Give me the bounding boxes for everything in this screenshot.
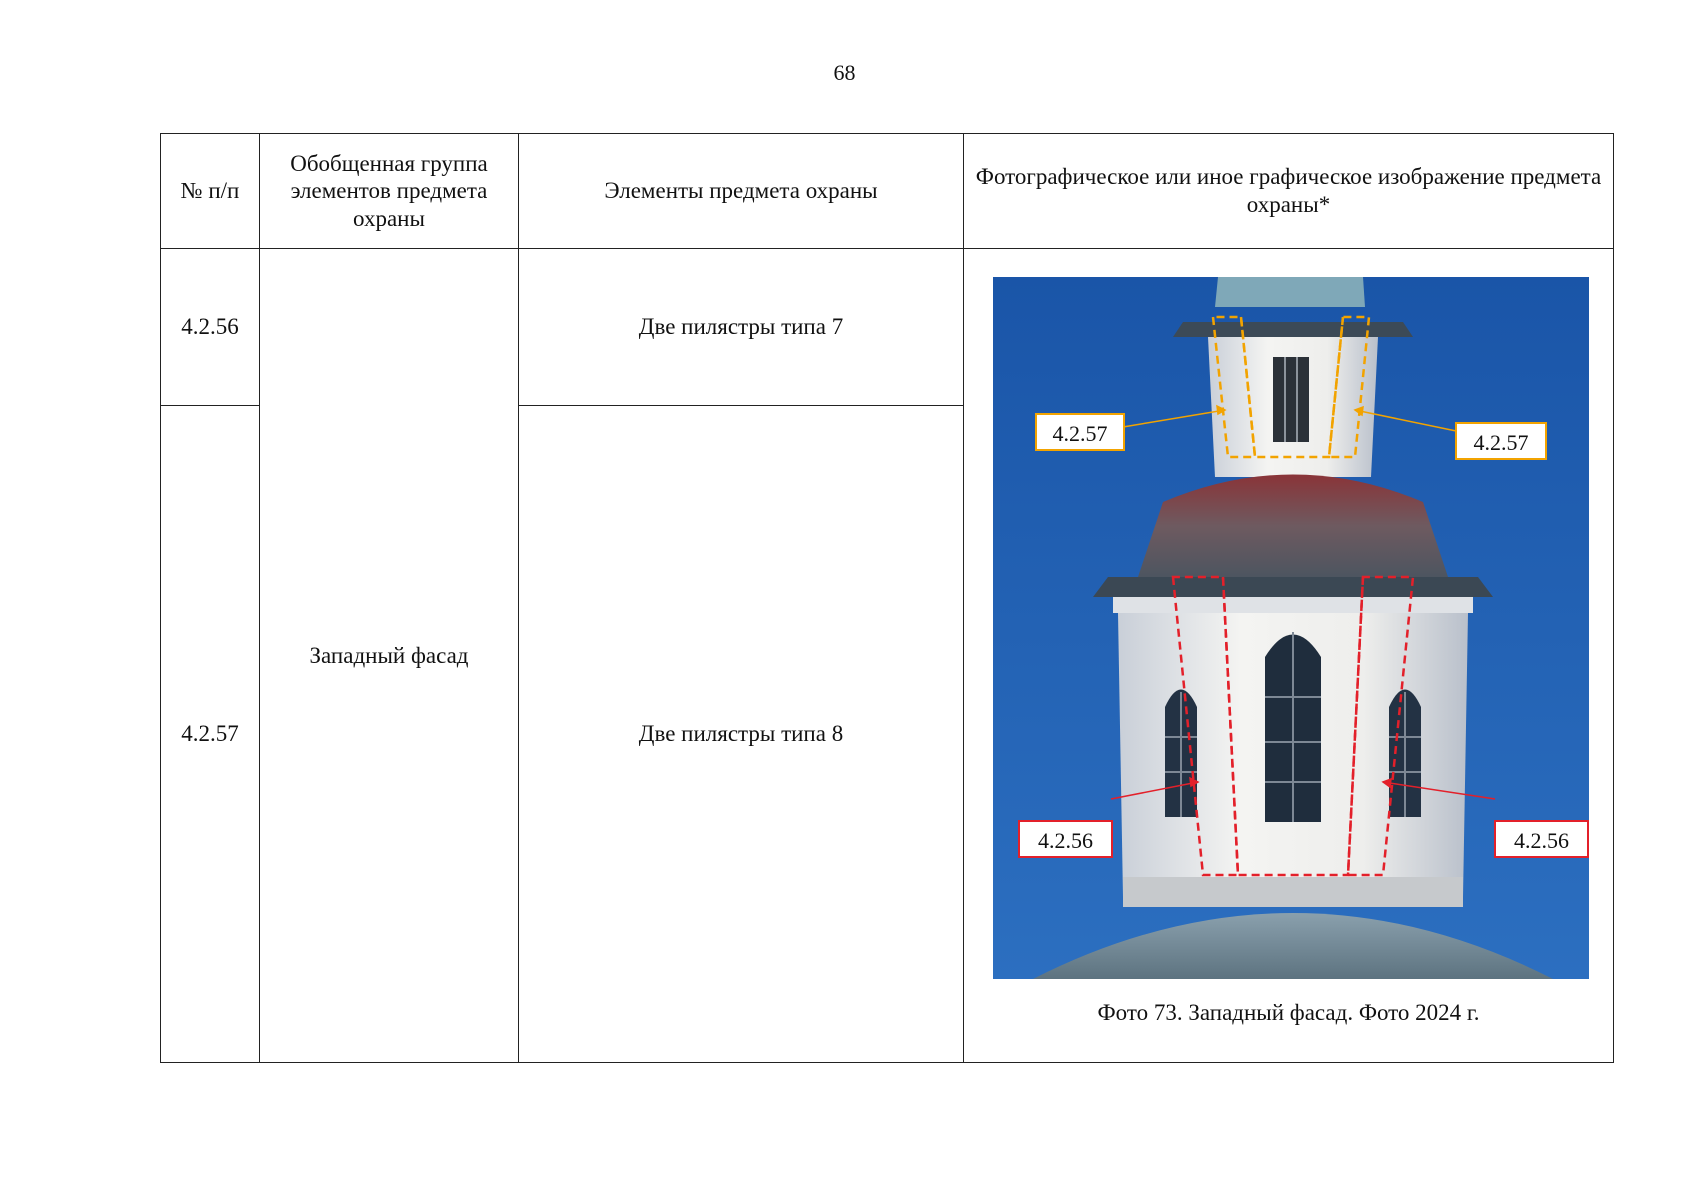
tower-photo-image	[993, 277, 1589, 979]
photo-cell	[964, 249, 1614, 1063]
row-element: Две пилястры типа 7	[519, 249, 964, 406]
header-group: Обобщенная группа элементов предмета охраны	[260, 134, 519, 249]
header-number: № п/п	[161, 134, 260, 249]
header-elements: Элементы предмета охраны	[519, 134, 964, 249]
page-number: 68	[833, 60, 856, 85]
photo-caption: Фото 73. Западный фасад. Фото 2024 г.	[1097, 1000, 1480, 1025]
label-upper-left: 4.2.57	[1035, 413, 1125, 451]
group-cell: Западный фасад	[260, 249, 519, 1063]
table-row	[161, 249, 1614, 406]
row-number: 4.2.56	[161, 249, 260, 406]
label-upper-right: 4.2.57	[1455, 422, 1547, 460]
table-header-row	[161, 134, 1614, 249]
row-element: Две пилястры типа 8	[519, 406, 964, 1063]
row-number: 4.2.57	[161, 406, 260, 1063]
facade-photo	[993, 277, 1589, 979]
protection-table	[160, 133, 1614, 1063]
label-lower-left: 4.2.56	[1018, 820, 1113, 858]
label-lower-right: 4.2.56	[1494, 820, 1589, 858]
header-image: Фотографическое или иное графическое изображение предмета охраны*	[964, 134, 1614, 249]
